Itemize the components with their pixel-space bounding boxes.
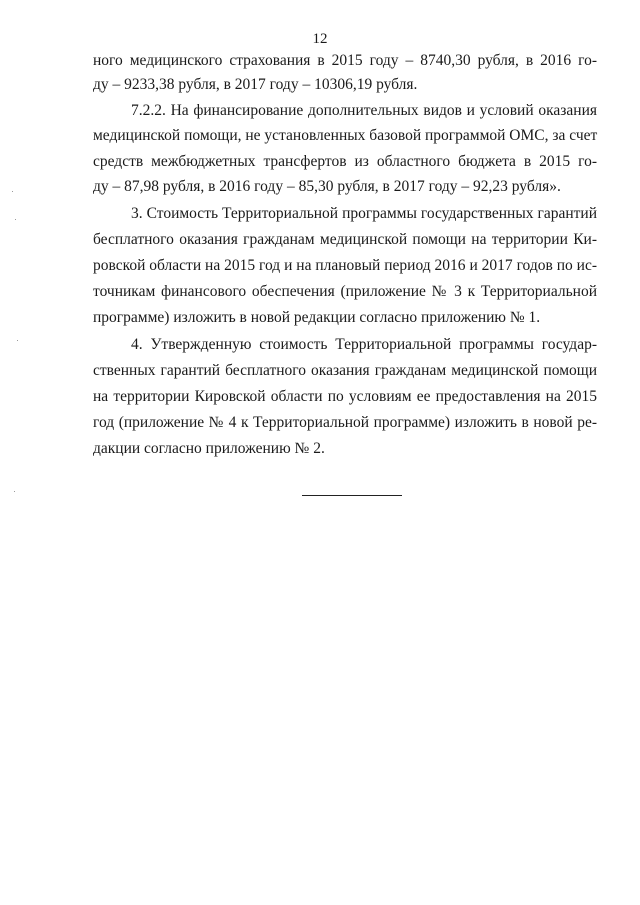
- text-line: ду – 87,98 рубля, в 2016 году – 85,30 рубля, в 2017 году – 92,23 рубля».: [93, 178, 561, 195]
- scan-speck: [17, 340, 18, 341]
- text-line: точникам финансового обеспечения (приложение № 3 к Территориальной: [93, 283, 597, 300]
- text-line: средств межбюджетных трансфертов из областного бюджета в 2015 го-: [93, 153, 597, 170]
- scan-speck: [14, 491, 15, 492]
- text-line: год (приложение № 4 к Территориальной программе) изложить в новой ре-: [93, 414, 597, 431]
- text-line: 3. Стоимость Территориальной программы государственных гарантий: [131, 205, 597, 222]
- scan-speck: [15, 219, 16, 220]
- text-line: на территории Кировской области по условиям ее предоставления на 2015: [93, 388, 597, 405]
- scan-speck: [12, 191, 13, 192]
- text-line: дакции согласно приложению № 2.: [93, 440, 325, 457]
- text-line: ду – 9233,38 рубля, в 2017 году – 10306,19 рубля.: [93, 76, 418, 93]
- text-line: 4. Утвержденную стоимость Территориальной программы государ-: [131, 336, 597, 353]
- text-line: бесплатного оказания гражданам медицинской помощи на территории Ки-: [93, 231, 597, 248]
- text-line: ровской области на 2015 год и на плановый период 2016 и 2017 годов по ис-: [93, 257, 597, 274]
- text-line: ственных гарантий бесплатного оказания гражданам медицинской помощи: [93, 362, 597, 379]
- closing-rule: [302, 495, 402, 496]
- page-number: 12: [312, 31, 328, 47]
- text-line: медицинской помощи, не установленных базовой программой ОМС, за счет: [93, 127, 598, 144]
- text-line: ного медицинского страхования в 2015 году – 8740,30 рубля, в 2016 го-: [93, 52, 597, 69]
- text-line: программе) изложить в новой редакции согласно приложению № 1.: [93, 309, 541, 326]
- text-line: 7.2.2. На финансирование дополнительных видов и условий оказания: [131, 102, 597, 119]
